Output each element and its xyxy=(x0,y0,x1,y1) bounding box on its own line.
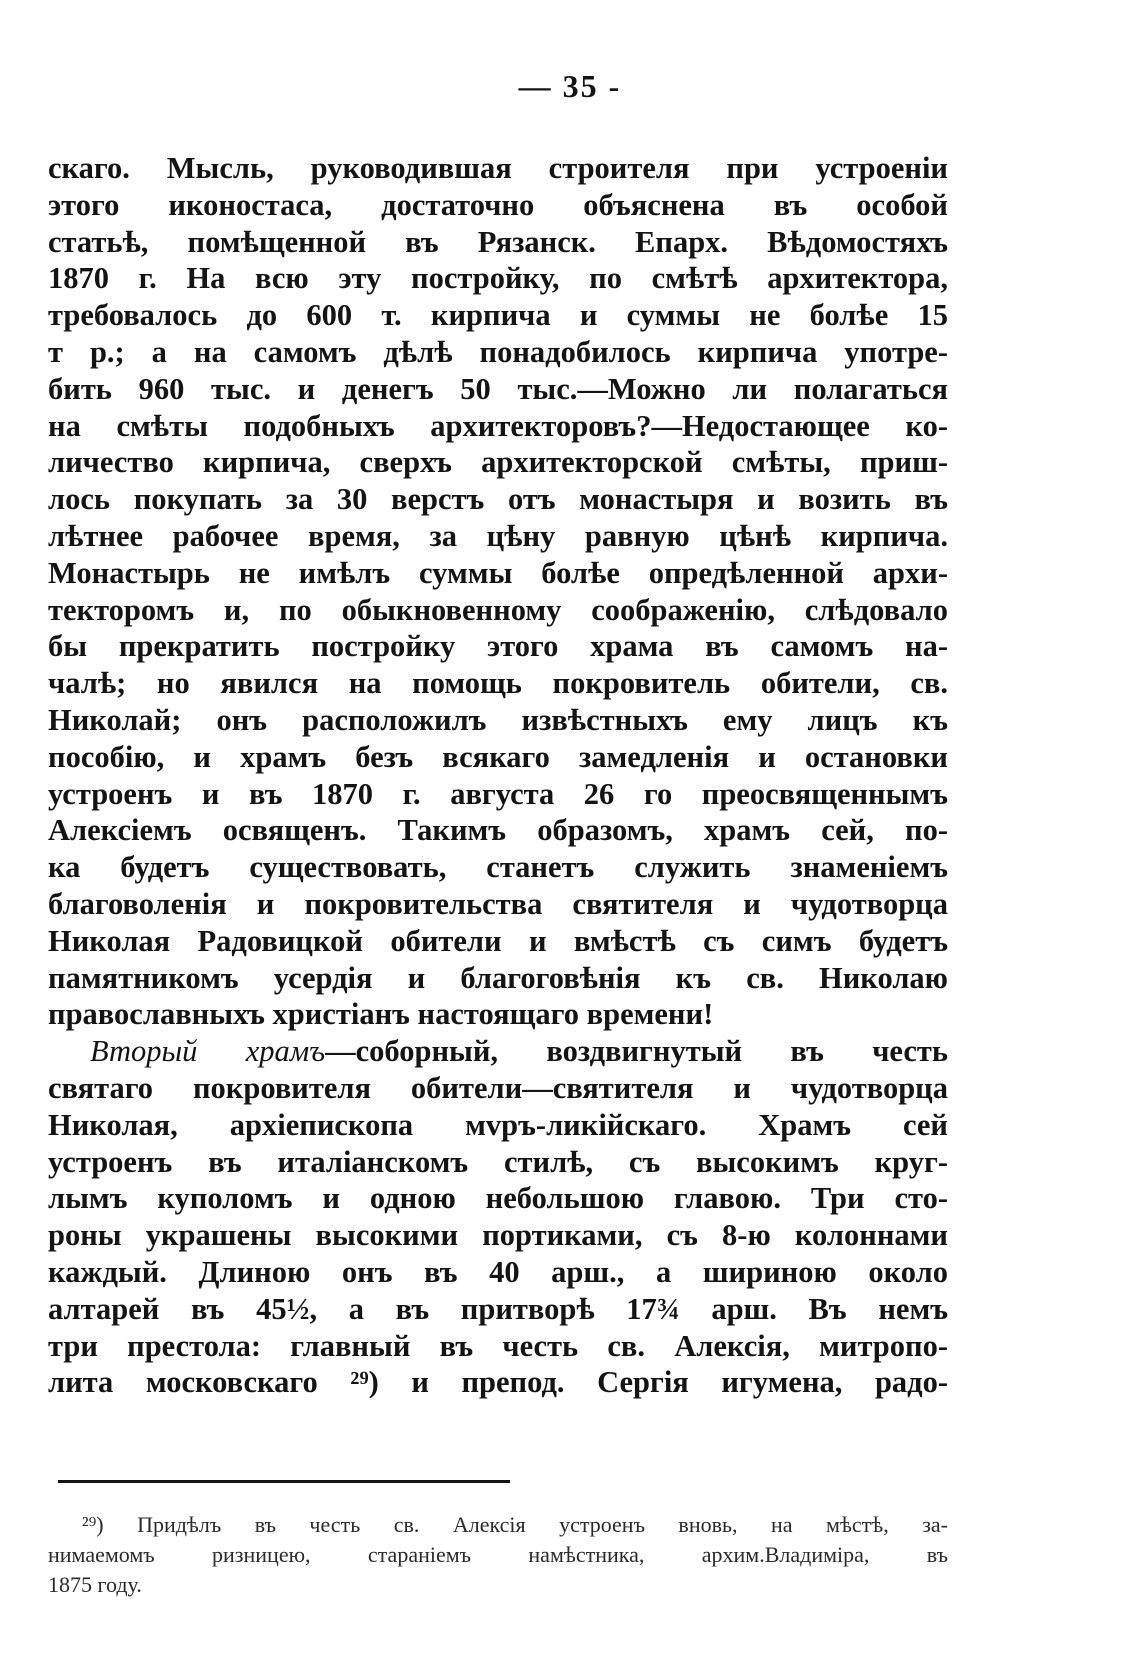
text-line: три престола: главный въ честь св. Алексія, митропо- xyxy=(48,1328,948,1363)
text-line: Монастырь не имѣлъ суммы болѣе опредѣленной архи- xyxy=(48,555,948,590)
text-line: лита московскаго ²⁹) и препод. Сергія игумена, радо- xyxy=(48,1365,948,1400)
italic-lead: Вторый храмъ xyxy=(90,1034,326,1069)
text-line: алтарей въ 45½, а въ притворѣ 17¾ арш. Въ немъ xyxy=(48,1291,948,1326)
text-line: 1870 г. На всю эту постройку, по смѣтѣ архитектора, xyxy=(48,261,948,296)
body-text xyxy=(48,150,948,1401)
text-line: памятникомъ усердія и благоговѣнія къ св. Николаю xyxy=(48,960,948,995)
text-line: Николая, архіепископа мvръ-ликійскаго. Храмъ сей xyxy=(48,1107,948,1142)
text-line: православныхъ христіанъ настоящаго времени! xyxy=(48,997,714,1032)
text-line: бить 960 тыс. и денегъ 50 тыс.—Можно ли полагаться xyxy=(48,371,948,406)
text-line: лымъ куполомъ и одною небольшою главою. Три сто- xyxy=(48,1181,948,1216)
text-line: текторомъ и, по обыкновенному соображенію, слѣдовало xyxy=(48,592,948,627)
text-line: Николай; онъ расположилъ извѣстныхъ ему лицъ къ xyxy=(48,702,948,737)
text-line: каждый. Длиною онъ въ 40 арш., а шириною около xyxy=(48,1254,948,1289)
text-line: бы прекратить постройку этого храма въ самомъ на- xyxy=(48,629,948,664)
text-line: пособію, и храмъ безъ всякаго замедленія и остановки xyxy=(48,739,948,774)
text-line: скаго. Мысль, руководившая строителя при устроеніи xyxy=(48,151,948,185)
text-line: требовалось до 600 т. кирпича и суммы не болѣе 15 xyxy=(48,298,948,333)
lead-rest: —соборный, воздвигнутый въ честь xyxy=(325,1034,948,1069)
footnote-divider xyxy=(58,1480,510,1483)
text-line: т р.; а на самомъ дѣлѣ понадобилось кирпича употре- xyxy=(48,334,948,369)
text-line: на смѣты подобныхъ архитекторовъ?—Недостающее ко- xyxy=(48,408,948,443)
text-line: устроенъ въ италіанскомъ стилѣ, съ высокимъ круг- xyxy=(48,1144,948,1179)
text-line: личество кирпича, сверхъ архитекторской смѣты, приш- xyxy=(48,445,948,480)
text-line: статьѣ, помѣщенной въ Рязанск. Епарх. Вѣдомостяхъ xyxy=(48,224,948,259)
text-line: роны украшены высокими портиками, съ 8-ю колоннами xyxy=(48,1218,948,1253)
text-line: этого иконостаса, достаточно объяснена въ особой xyxy=(48,187,948,222)
footnote-line: нимаемомъ ризницею, стараніемъ намѣстника, архим.Владиміра, въ xyxy=(48,1542,948,1567)
text-line: чалѣ; но явился на помощь покровитель обители, св. xyxy=(48,666,948,701)
text-line: благоволенія и покровительства святителя и чудотворца xyxy=(48,886,948,921)
page-number: — 35 - xyxy=(518,68,622,104)
text-line: лѣтнее рабочее время, за цѣну равную цѣнѣ кирпича. xyxy=(48,518,948,553)
text-line: Николая Радовицкой обители и вмѣстѣ съ симъ будетъ xyxy=(48,923,948,958)
footnotes xyxy=(48,1510,948,1600)
text-line: Алексіемъ освященъ. Такимъ образомъ, храмъ сей, по- xyxy=(48,813,948,848)
footnote-line: ²⁹) Придѣлъ въ честь св. Алексія устроенъ вновь, на мѣстѣ, за- xyxy=(82,1512,948,1537)
text-line: устроенъ и въ 1870 г. августа 26 го преосвященнымъ xyxy=(48,776,948,811)
text-line: лось покупать за 30 верстъ отъ монастыря и возить въ xyxy=(48,482,948,517)
second-paragraph-first-line xyxy=(48,1033,948,1070)
footnote-line: 1875 году. xyxy=(48,1572,142,1597)
text-line: ка будетъ существовать, станетъ служить знаменіемъ xyxy=(48,850,948,885)
text-line: святаго покровителя обители—святителя и чудотворца xyxy=(48,1070,948,1105)
